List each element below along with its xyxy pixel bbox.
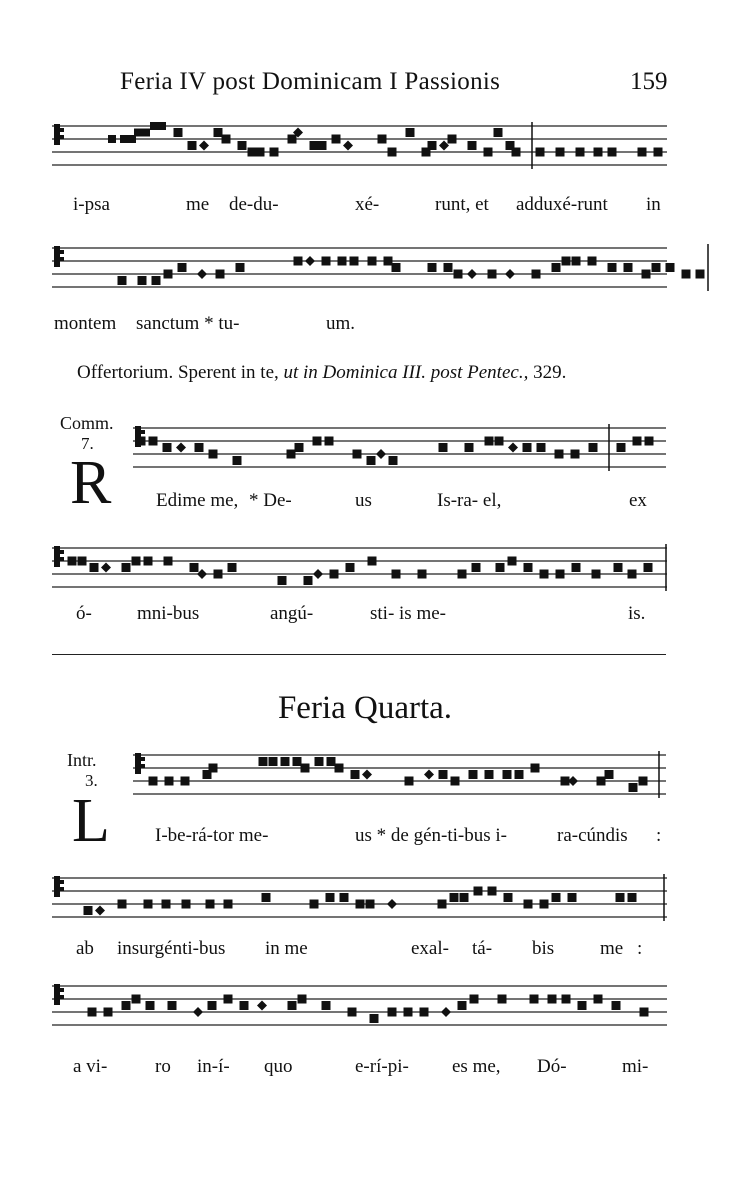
punctum-neume — [351, 770, 360, 779]
syllable: de-du- — [229, 194, 279, 215]
punctum-neume — [366, 900, 375, 909]
punctum-neume — [108, 135, 116, 143]
introit-label: Intr. — [67, 750, 97, 770]
punctum-neume — [340, 893, 349, 902]
syllable: ra-cúndis — [557, 825, 628, 846]
syllable: angú- — [270, 603, 314, 624]
punctum-neume — [158, 122, 166, 130]
offertory-text: Sperent in te, — [177, 362, 279, 383]
rhombus-neume — [505, 269, 515, 279]
punctum-neume — [293, 757, 302, 766]
punctum-neume — [356, 900, 365, 909]
staff-svg — [52, 540, 667, 609]
punctum-neume — [571, 450, 580, 459]
chant-staff-6 — [52, 870, 667, 939]
punctum-neume — [628, 893, 637, 902]
punctum-neume — [149, 437, 158, 446]
punctum-neume — [597, 777, 606, 786]
syllable: montem — [54, 313, 117, 334]
punctum-neume — [138, 276, 147, 285]
punctum-neume — [474, 887, 483, 896]
syllable: in-í- — [197, 1056, 230, 1077]
punctum-neume — [78, 557, 87, 566]
punctum-neume — [495, 437, 504, 446]
punctum-neume — [270, 148, 279, 157]
rhombus-neume — [424, 770, 434, 780]
punctum-neume — [458, 570, 467, 579]
chant-staff-1 — [52, 118, 667, 187]
punctum-neume — [555, 450, 564, 459]
punctum-neume — [654, 148, 663, 157]
punctum-neume — [315, 757, 324, 766]
punctum-neume — [458, 1001, 467, 1010]
punctum-neume — [120, 135, 128, 143]
punctum-neume — [122, 563, 131, 572]
syllable: xé- — [355, 194, 380, 215]
punctum-neume — [335, 764, 344, 773]
punctum-neume — [515, 770, 524, 779]
punctum-neume — [540, 570, 549, 579]
rhombus-neume — [387, 899, 397, 909]
punctum-neume — [624, 263, 633, 272]
syllable: tá- — [472, 938, 493, 959]
punctum-neume — [346, 563, 355, 572]
rhombus-neume — [467, 269, 477, 279]
punctum-neume — [405, 777, 414, 786]
punctum-neume — [322, 257, 331, 266]
syllable: adduxé-runt — [516, 194, 608, 215]
punctum-neume — [168, 1001, 177, 1010]
punctum-neume — [165, 777, 174, 786]
rhombus-neume — [376, 449, 386, 459]
staff-svg — [52, 870, 667, 939]
rhombus-neume — [176, 443, 186, 453]
syllable: Dó- — [537, 1056, 567, 1077]
clef-icon — [54, 984, 64, 1005]
punctum-neume — [281, 757, 290, 766]
punctum-neume — [612, 1001, 621, 1010]
syllable: bis — [532, 938, 555, 959]
punctum-neume — [332, 135, 341, 144]
punctum-neume — [240, 1001, 249, 1010]
punctum-neume — [174, 128, 183, 137]
punctum-neume — [388, 148, 397, 157]
clef-icon — [135, 753, 145, 774]
punctum-neume — [439, 443, 448, 452]
punctum-neume — [472, 563, 481, 572]
punctum-neume — [629, 783, 638, 792]
rhombus-neume — [199, 141, 209, 151]
rhombus-neume — [101, 563, 111, 573]
syllable: es me, — [452, 1056, 501, 1077]
rhombus-neume — [193, 1007, 203, 1017]
punctum-neume — [448, 135, 457, 144]
punctum-neume — [454, 270, 463, 279]
punctum-neume — [640, 1008, 649, 1017]
punctum-neume — [420, 1008, 429, 1017]
punctum-neume — [468, 141, 477, 150]
punctum-neume — [508, 557, 517, 566]
syllable: um. — [326, 313, 356, 334]
syllable: Is-ra- el, — [437, 490, 502, 511]
staff-svg — [52, 240, 667, 309]
syllable: us * de gén-ti-bus i- — [355, 825, 507, 846]
punctum-neume — [562, 257, 571, 266]
syllable: us — [355, 490, 372, 511]
punctum-neume — [248, 148, 257, 157]
punctum-neume — [682, 270, 691, 279]
communion-label: Comm. — [60, 413, 114, 433]
punctum-neume — [439, 770, 448, 779]
punctum-neume — [532, 270, 541, 279]
rhombus-neume — [305, 256, 315, 266]
clef-icon — [54, 876, 64, 897]
rhombus-neume — [362, 770, 372, 780]
punctum-neume — [644, 563, 653, 572]
punctum-neume — [104, 1008, 113, 1017]
staff-svg — [52, 978, 667, 1047]
punctum-neume — [322, 1001, 331, 1010]
punctum-neume — [614, 563, 623, 572]
punctum-neume — [418, 570, 427, 579]
chant-staff-3 — [133, 420, 666, 489]
syllable: mni-bus — [137, 603, 200, 624]
punctum-neume — [149, 777, 158, 786]
punctum-neume — [388, 1008, 397, 1017]
punctum-neume — [465, 443, 474, 452]
syllable: in — [646, 194, 661, 215]
punctum-neume — [288, 135, 297, 144]
punctum-neume — [146, 1001, 155, 1010]
rhombus-neume — [95, 906, 105, 916]
punctum-neume — [578, 1001, 587, 1010]
punctum-neume — [504, 893, 513, 902]
punctum-neume — [90, 563, 99, 572]
punctum-neume — [134, 129, 142, 137]
syllable: sanctum * tu- — [136, 313, 240, 334]
syllable: is. — [628, 603, 646, 624]
chant-staff-5 — [133, 747, 666, 816]
punctum-neume — [310, 141, 319, 150]
punctum-neume — [144, 557, 153, 566]
punctum-neume — [639, 777, 648, 786]
rhombus-neume — [197, 269, 207, 279]
punctum-neume — [88, 1008, 97, 1017]
punctum-neume — [118, 276, 127, 285]
punctum-neume — [608, 148, 617, 157]
punctum-neume — [256, 148, 265, 157]
punctum-neume — [368, 257, 377, 266]
rhombus-neume — [257, 1001, 267, 1011]
punctum-neume — [288, 1001, 297, 1010]
punctum-neume — [152, 276, 161, 285]
punctum-neume — [605, 770, 614, 779]
punctum-neume — [330, 570, 339, 579]
clef-icon — [54, 546, 64, 567]
punctum-neume — [392, 263, 401, 272]
punctum-neume — [326, 893, 335, 902]
syllable: insurgénti-bus — [117, 938, 226, 959]
running-header-title: Feria IV post Dominicam I Passionis — [120, 68, 501, 95]
chant-staff-4 — [52, 540, 667, 609]
punctum-neume — [530, 995, 539, 1004]
punctum-neume — [368, 557, 377, 566]
punctum-neume — [142, 129, 150, 137]
punctum-neume — [118, 900, 127, 909]
punctum-neume — [485, 437, 494, 446]
punctum-neume — [294, 257, 303, 266]
syllable: i-psa — [73, 194, 110, 215]
punctum-neume — [216, 270, 225, 279]
rhombus-neume — [313, 569, 323, 579]
syllable: ó- — [76, 603, 92, 624]
punctum-neume — [460, 893, 469, 902]
punctum-neume — [608, 263, 617, 272]
syllable: Edime me, — [156, 490, 239, 511]
punctum-neume — [592, 570, 601, 579]
introit-initial-letter: L — [72, 787, 110, 855]
offertory-reference: ut in Dominica III. post Pentec., — [283, 362, 529, 383]
punctum-neume — [628, 570, 637, 579]
punctum-neume — [214, 570, 223, 579]
chant-staff-2 — [52, 240, 667, 309]
offertory-label: Offertorium. — [77, 362, 174, 383]
punctum-neume — [132, 995, 141, 1004]
syllable: : — [656, 825, 662, 846]
syllable: I-be-rá-tor me- — [155, 825, 269, 846]
punctum-neume — [350, 257, 359, 266]
punctum-neume — [301, 764, 310, 773]
communion-mode-number: 7. — [81, 434, 94, 453]
punctum-neume — [594, 995, 603, 1004]
punctum-neume — [367, 456, 376, 465]
punctum-neume — [512, 148, 521, 157]
punctum-neume — [524, 900, 533, 909]
punctum-neume — [572, 257, 581, 266]
syllable: : — [637, 938, 643, 959]
punctum-neume — [666, 263, 675, 272]
offertory-page-ref: 329. — [533, 362, 567, 383]
punctum-neume — [84, 906, 93, 915]
syllable: ex — [629, 490, 647, 511]
punctum-neume — [164, 557, 173, 566]
punctum-neume — [164, 270, 173, 279]
punctum-neume — [523, 443, 532, 452]
syllable: ro — [155, 1056, 171, 1077]
punctum-neume — [576, 148, 585, 157]
clef-icon — [54, 246, 64, 267]
syllable: runt, et — [435, 194, 489, 215]
punctum-neume — [536, 148, 545, 157]
syllable: in me — [265, 938, 308, 959]
punctum-neume — [496, 563, 505, 572]
syllable: e-rí-pi- — [355, 1056, 409, 1077]
punctum-neume — [236, 263, 245, 272]
punctum-neume — [162, 900, 171, 909]
punctum-neume — [233, 456, 242, 465]
punctum-neume — [488, 887, 497, 896]
staff-svg — [133, 747, 666, 816]
punctum-neume — [384, 257, 393, 266]
punctum-neume — [444, 263, 453, 272]
punctum-neume — [484, 148, 493, 157]
punctum-neume — [327, 757, 336, 766]
punctum-neume — [638, 148, 647, 157]
punctum-neume — [68, 557, 77, 566]
punctum-neume — [540, 900, 549, 909]
punctum-neume — [338, 257, 347, 266]
punctum-neume — [224, 995, 233, 1004]
punctum-neume — [190, 563, 199, 572]
punctum-neume — [278, 576, 287, 585]
punctum-neume — [378, 135, 387, 144]
punctum-neume — [348, 1008, 357, 1017]
punctum-neume — [494, 128, 503, 137]
punctum-neume — [370, 1014, 379, 1023]
punctum-neume — [406, 128, 415, 137]
rhombus-neume — [508, 443, 518, 453]
punctum-neume — [488, 270, 497, 279]
punctum-neume — [428, 141, 437, 150]
punctum-neume — [208, 1001, 217, 1010]
punctum-neume — [451, 777, 460, 786]
punctum-neume — [228, 563, 237, 572]
punctum-neume — [224, 900, 233, 909]
punctum-neume — [122, 1001, 131, 1010]
punctum-neume — [642, 270, 651, 279]
offertory-reference-line — [77, 362, 566, 384]
punctum-neume — [304, 576, 313, 585]
punctum-neume — [188, 141, 197, 150]
punctum-neume — [298, 995, 307, 1004]
punctum-neume — [214, 128, 223, 137]
page-number: 159 — [630, 68, 668, 95]
punctum-neume — [132, 557, 141, 566]
punctum-neume — [222, 135, 231, 144]
punctum-neume — [209, 450, 218, 459]
rhombus-neume — [441, 1007, 451, 1017]
punctum-neume — [259, 757, 268, 766]
punctum-neume — [498, 995, 507, 1004]
punctum-neume — [209, 764, 218, 773]
section-title: Feria Quarta. — [277, 690, 453, 726]
punctum-neume — [572, 563, 581, 572]
punctum-neume — [537, 443, 546, 452]
punctum-neume — [503, 770, 512, 779]
syllable: me — [186, 194, 210, 215]
punctum-neume — [353, 450, 362, 459]
punctum-neume — [178, 263, 187, 272]
punctum-neume — [318, 141, 327, 150]
punctum-neume — [616, 893, 625, 902]
punctum-neume — [696, 270, 705, 279]
punctum-neume — [404, 1008, 413, 1017]
punctum-neume — [548, 995, 557, 1004]
syllable: me — [600, 938, 624, 959]
staff-svg — [133, 420, 666, 489]
punctum-neume — [568, 893, 577, 902]
syllable: sti- is me- — [370, 603, 446, 624]
punctum-neume — [562, 995, 571, 1004]
punctum-neume — [238, 141, 247, 150]
punctum-neume — [588, 257, 597, 266]
punctum-neume — [295, 443, 304, 452]
punctum-neume — [469, 770, 478, 779]
punctum-neume — [633, 437, 642, 446]
syllable: ab — [76, 938, 94, 959]
punctum-neume — [163, 443, 172, 452]
punctum-neume — [389, 456, 398, 465]
punctum-neume — [313, 437, 322, 446]
punctum-neume — [269, 757, 278, 766]
punctum-neume — [392, 570, 401, 579]
staff-svg — [52, 118, 667, 187]
punctum-neume — [556, 148, 565, 157]
rhombus-neume — [343, 141, 353, 151]
clef-icon — [54, 124, 64, 145]
punctum-neume — [310, 900, 319, 909]
punctum-neume — [144, 900, 153, 909]
punctum-neume — [645, 437, 654, 446]
punctum-neume — [181, 777, 190, 786]
punctum-neume — [485, 770, 494, 779]
punctum-neume — [195, 443, 204, 452]
syllable: quo — [264, 1056, 293, 1077]
syllable: * De- — [249, 490, 292, 511]
punctum-neume — [552, 263, 561, 272]
syllable: exal- — [411, 938, 449, 959]
punctum-neume — [325, 437, 334, 446]
punctum-neume — [552, 893, 561, 902]
punctum-neume — [556, 570, 565, 579]
punctum-neume — [438, 900, 447, 909]
punctum-neume — [450, 893, 459, 902]
punctum-neume — [652, 263, 661, 272]
punctum-neume — [524, 563, 533, 572]
punctum-neume — [589, 443, 598, 452]
punctum-neume — [262, 893, 271, 902]
punctum-neume — [206, 900, 215, 909]
punctum-neume — [594, 148, 603, 157]
punctum-neume — [531, 764, 540, 773]
chant-staff-7 — [52, 978, 667, 1047]
communion-initial-letter: R — [70, 449, 112, 517]
punctum-neume — [470, 995, 479, 1004]
punctum-neume — [617, 443, 626, 452]
punctum-neume — [182, 900, 191, 909]
syllable: mi- — [622, 1056, 649, 1077]
punctum-neume — [428, 263, 437, 272]
introit-mode-number: 3. — [85, 771, 98, 790]
punctum-neume — [287, 450, 296, 459]
punctum-neume — [137, 437, 146, 446]
syllable: a vi- — [73, 1056, 108, 1077]
section-divider — [52, 654, 666, 655]
punctum-neume — [150, 122, 158, 130]
